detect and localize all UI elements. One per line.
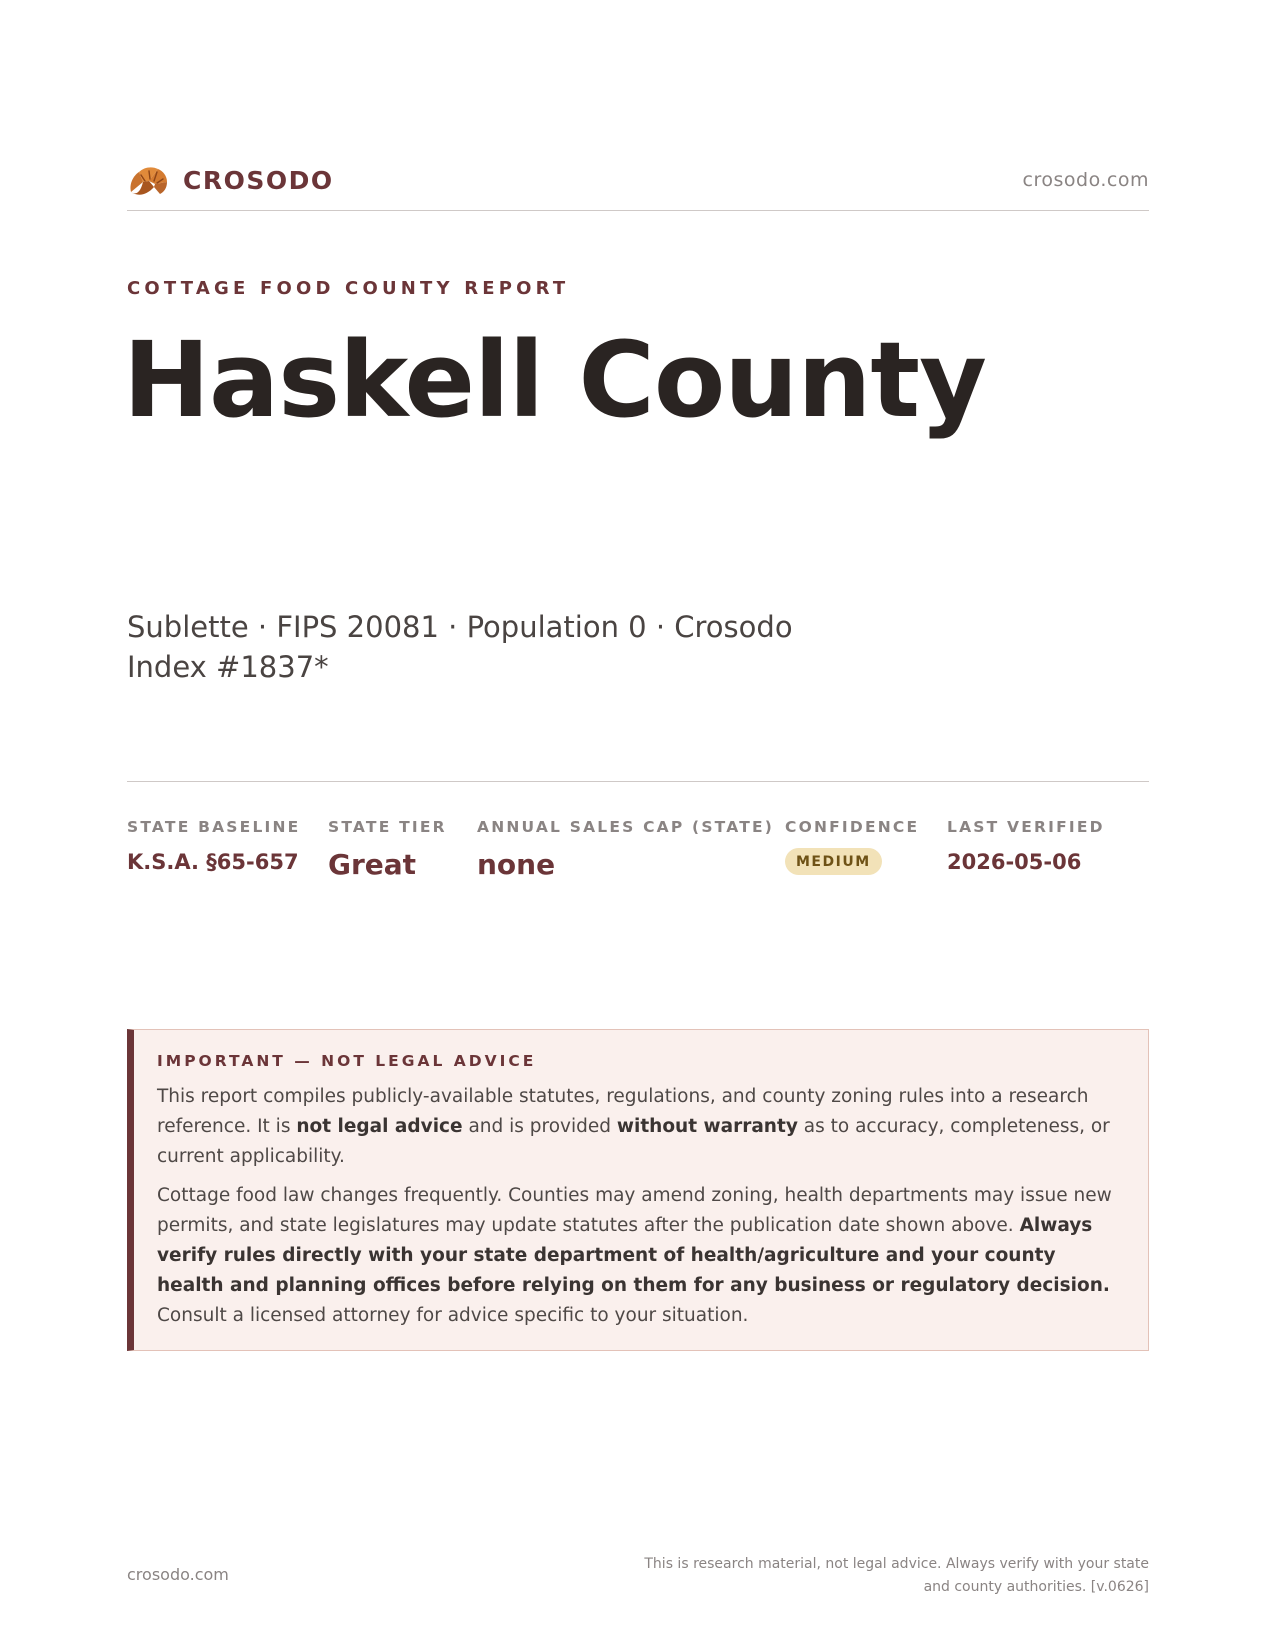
stat-value: none — [477, 848, 556, 881]
disclaimer-text: as to accuracy, completeness, or current applicability. — [157, 1116, 1110, 1167]
stat-annual-sales-cap — [477, 818, 774, 881]
report-kicker: COTTAGE FOOD COUNTY REPORT — [127, 278, 570, 299]
disclaimer-text: Cottage food law changes frequently. Counties may amend zoning, health departments may issue new permits, and state legislatures may update statutes after the publication date shown above. — [157, 1185, 1112, 1236]
report-page — [123, 0, 1149, 1650]
brand[interactable] — [127, 162, 334, 198]
stat-state-tier — [328, 818, 447, 881]
brand-name: CROSODO — [183, 165, 334, 195]
footer-disclaimer: This is research material, not legal advice. Always verify with your state and county authorities. [v.0626] — [644, 1556, 1149, 1595]
county-subtitle: Sublette · FIPS 20081 · Population 0 · Crosodo Index #1837* — [127, 610, 793, 684]
stat-label: CONFIDENCE — [785, 818, 920, 836]
stat-label: LAST VERIFIED — [947, 818, 1105, 836]
disclaimer-text: This report compiles publicly-available statutes, regulations, and county zoning rules into a research reference. It is — [157, 1086, 1089, 1137]
stat-label: STATE BASELINE — [127, 818, 301, 836]
stat-value: 2026-05-06 — [947, 850, 1082, 874]
legal-disclaimer-box — [127, 1029, 1149, 1351]
disclaimer-emphasis: Always verify rules directly with your state department of health/agriculture and your county health and planning offices before relying on them for any business or regulatory decision. — [157, 1215, 1110, 1296]
stat-label: ANNUAL SALES CAP (STATE) — [477, 818, 775, 836]
stat-value: K.S.A. §65-657 — [127, 850, 299, 874]
county-title: Haskell County — [123, 319, 986, 441]
footer-url-link[interactable]: crosodo.com — [127, 1565, 229, 1584]
stat-last-verified — [947, 818, 1105, 874]
disclaimer-emphasis: not legal advice — [296, 1116, 463, 1137]
stat-label: STATE TIER — [328, 818, 447, 836]
page-header — [127, 160, 1149, 200]
disclaimer-paragraph-2 — [157, 1181, 1124, 1331]
stat-state-baseline — [127, 818, 300, 874]
stat-confidence — [785, 818, 919, 875]
stat-value: Great — [328, 848, 417, 881]
brand-url-link[interactable]: crosodo.com — [1022, 169, 1149, 191]
disclaimer-text: and is provided — [462, 1116, 617, 1137]
disclaimer-title: IMPORTANT — NOT LEGAL ADVICE — [157, 1052, 537, 1070]
disclaimer-paragraph-1 — [157, 1082, 1124, 1172]
stats-divider — [127, 781, 1149, 782]
croissant-icon — [127, 162, 169, 198]
disclaimer-emphasis: without warranty — [616, 1116, 798, 1137]
disclaimer-text: Consult a licensed attorney for advice specific to your situation. — [157, 1305, 749, 1326]
header-divider — [127, 210, 1149, 211]
confidence-badge: MEDIUM — [785, 848, 882, 875]
